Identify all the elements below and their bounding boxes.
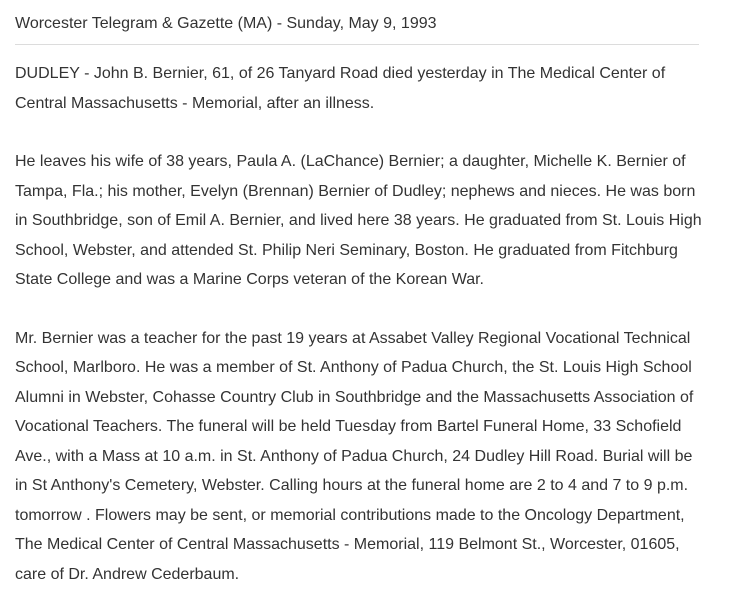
paragraph-family-biography: He leaves his wife of 38 years, Paula A. (LaChance) Bernier; a daughter, Michelle K. Bernier of Tampa, Fla.; his mother, Evelyn (Brennan) Bernier of Dudley; nephews and nieces. He was born in Southbridge, son of Emil A. Bernier, and lived here 38 years. He graduated from St. Louis High School, Webster, and attended St. Philip Neri Seminary, Boston. He graduated from Fitchburg State College and was a Marine Corps veteran of the Korean War. — [15, 153, 702, 288]
source-header: Worcester Telegram & Gazette (MA) - Sunday, May 9, 1993 — [15, 0, 699, 45]
paragraph-death-notice: DUDLEY - John B. Bernier, 61, of 26 Tanyard Road died yesterday in The Medical Center of Central Massachusetts - Memorial, after an illness. — [15, 65, 666, 112]
article-body — [15, 59, 705, 589]
obituary-page — [15, 0, 705, 589]
paragraph-career-funeral: Mr. Bernier was a teacher for the past 19 years at Assabet Valley Regional Vocational Technical School, Marlboro. He was a member of St. Anthony of Padua Church, the St. Louis High School Alumni in Webster, Cohasse Country Club in Southbridge and the Massachusetts Association of Vocational Teachers. The funeral will be held Tuesday from Bartel Funeral Home, 33 Schofield Ave., with a Mass at 10 a.m. in St. Anthony of Padua Church, 24 Dudley Hill Road. Burial will be in St Anthony's Cemetery, Webster. Calling hours at the funeral home are 2 to 4 and 7 to 9 p.m. tomorrow . Flowers may be sent, or memorial contributions made to the Oncology Department, The Medical Center of Central Massachusetts - Memorial, 119 Belmont St., Worcester, 01605, care of Dr. Andrew Cederbaum. — [15, 329, 694, 583]
